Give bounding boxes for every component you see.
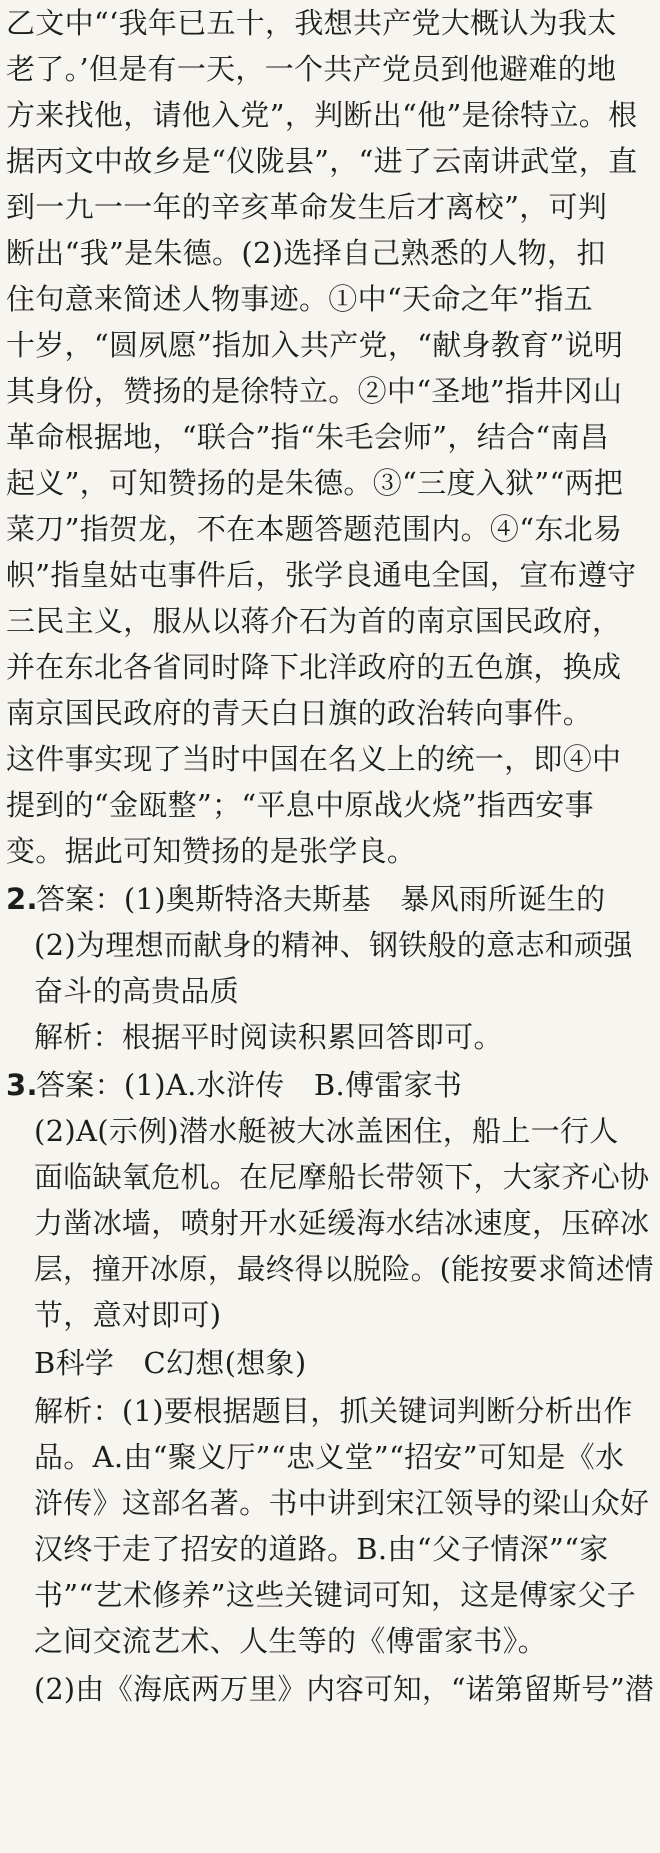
text-line: (2)A(示例)潜水艇被大冰盖困住，船上一行人 — [34, 1114, 619, 1148]
text-line: 提到的“金瓯整”；“平息中原战火烧”指西安事 — [6, 788, 594, 822]
text-line: 品。A.由“聚义厅”“忠义堂”“招安”可知是《水 — [34, 1440, 625, 1474]
text-line: 之间交流艺术、人生等的《傅雷家书》。 — [34, 1624, 547, 1658]
text-line: 这件事实现了当时中国在名义上的统一，即④中 — [6, 742, 622, 776]
text-line: 节，意对即可) — [34, 1298, 222, 1332]
text-line: 方来找他，请他入党”，判断出“他”是徐特立。根 — [6, 98, 638, 132]
text-line: 层，撞开冰原，最终得以脱险。(能按要求简述情 — [34, 1252, 654, 1286]
text-line: 浒传》这部名著。书中讲到宋江领导的梁山众好 — [34, 1486, 650, 1520]
answer-text: 答案：(1)A.水浒传 B.傅雷家书 — [36, 1068, 463, 1102]
text-line: 书”“艺术修养”这些关键词可知，这是傅家父子 — [34, 1578, 637, 1612]
text-line: 南京国民政府的青天白日旗的政治转向事件。 — [6, 696, 593, 730]
text-line: 面临缺氧危机。在尼摩船长带领下，大家齐心协 — [34, 1160, 650, 1194]
text-line: 乙文中“‘我年已五十，我想共产党大概认为我太 — [6, 6, 617, 40]
text-line: 革命根据地，“联合”指“朱毛会师”，结合“南昌 — [6, 420, 610, 454]
text-line: 住句意来简述人物事迹。①中“天命之年”指五 — [6, 282, 593, 316]
text-line: (2)由《海底两万里》内容可知，“诺第留斯号”潜 — [34, 1672, 654, 1706]
text-line: 并在东北各省同时降下北洋政府的五色旗，换成 — [6, 650, 622, 684]
answer-text: 答案：(1)奥斯特洛夫斯基 暴风雨所诞生的 — [36, 882, 606, 916]
text-line: 其身份，赞扬的是徐特立。②中“圣地”指井冈山 — [6, 374, 623, 408]
text-line: B科学 C幻想(想象) — [34, 1346, 307, 1380]
text-line: 断出“我”是朱德。(2)选择自己熟悉的人物，扣 — [6, 236, 606, 270]
text-line: (2)为理想而献身的精神、钢铁般的意志和顽强 — [34, 928, 633, 962]
question-3-answer — [6, 1064, 462, 1106]
analysis-text: 解析：根据平时阅读积累回答即可。 — [34, 1020, 503, 1054]
text-line: 到一九一一年的辛亥革命发生后才离校”，可判 — [6, 190, 608, 224]
text-line: 起义”，可知赞扬的是朱德。③“三度入狱”“两把 — [6, 466, 624, 500]
text-line: 汉终于走了招安的道路。B.由“父子情深”“家 — [34, 1532, 609, 1566]
text-line: 变。据此可知赞扬的是张学良。 — [6, 834, 417, 868]
text-line: 十岁，“圆夙愿”指加入共产党，“献身教育”说明 — [6, 328, 624, 362]
question-number: 2. — [6, 882, 38, 916]
text-line: 力凿冰墙，喷射开水延缓海水结冰速度，压碎冰 — [34, 1206, 650, 1240]
text-line: 据丙文中故乡是“仪陇县”，“进了云南讲武堂，直 — [6, 144, 638, 178]
question-number: 3. — [6, 1068, 38, 1102]
text-line: 帜”指皇姑屯事件后，张学良通电全国，宣布遵守 — [6, 558, 637, 592]
analysis-text: 解析：(1)要根据题目，抓关键词判断分析出作 — [34, 1394, 633, 1428]
text-line: 三民主义，服从以蒋介石为首的南京国民政府， — [6, 604, 622, 638]
text-line: 奋斗的高贵品质 — [34, 974, 240, 1008]
text-line: 菜刀”指贺龙，不在本题答题范围内。④“东北易 — [6, 512, 623, 546]
text-line: 老了。’但是有一天，一个共产党员到他避难的地 — [6, 52, 617, 86]
question-2-answer — [6, 878, 605, 920]
